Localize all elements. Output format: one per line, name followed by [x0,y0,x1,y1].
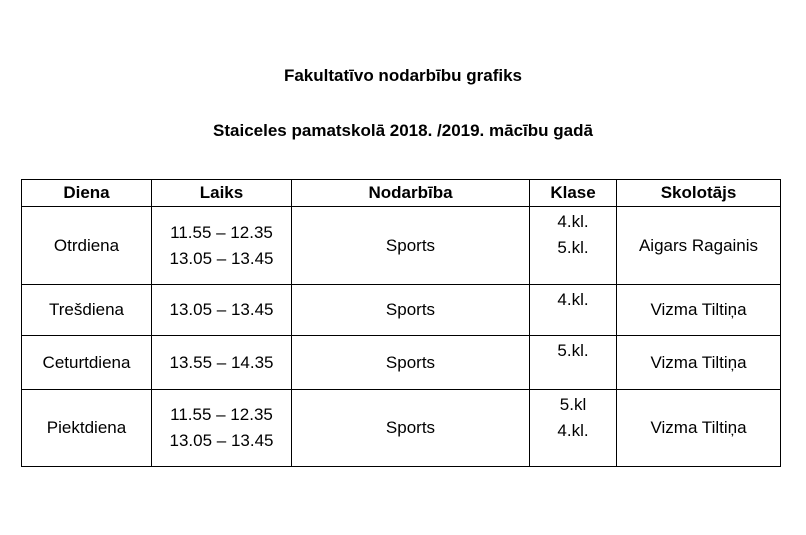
cell-skolotajs: Vizma Tiltiņa [617,285,781,336]
time-slot: 13.05 – 13.45 [169,431,274,450]
cell-diena: Otrdiena [22,207,152,285]
header-diena: Diena [22,180,152,207]
document-subtitle: Staiceles pamatskolā 2018. /2019. mācību gadā [213,121,593,140]
table-row [22,336,781,390]
cell-laiks [152,390,292,467]
document-title: Fakultatīvo nodarbību grafiks [283,66,523,85]
cell-laiks [152,336,292,390]
header-skolotajs: Skolotājs [617,180,781,207]
cell-nodarbiba: Sports [292,207,530,285]
schedule-table [21,179,781,467]
header-klase: Klase [530,180,617,207]
class-item: 4.kl. [557,212,589,231]
cell-klase [530,207,617,285]
cell-skolotajs: Vizma Tiltiņa [617,336,781,390]
header-laiks: Laiks [152,180,292,207]
time-slot: 13.05 – 13.45 [169,300,274,319]
cell-nodarbiba: Sports [292,390,530,467]
cell-laiks [152,285,292,336]
cell-klase [530,336,617,390]
class-item: 5.kl [559,395,587,414]
cell-diena: Ceturtdiena [22,336,152,390]
table-row [22,390,781,467]
cell-nodarbiba: Sports [292,285,530,336]
cell-nodarbiba: Sports [292,336,530,390]
class-item: 4.kl. [557,421,589,440]
cell-skolotajs: Aigars Ragainis [617,207,781,285]
table-header-row [22,180,781,207]
time-slot: 11.55 – 12.35 [170,405,273,424]
cell-diena: Trešdiena [22,285,152,336]
time-slot: 13.05 – 13.45 [169,248,274,268]
table-row [22,207,781,285]
class-item: 5.kl. [557,341,589,360]
cell-klase [530,390,617,467]
cell-laiks [152,207,292,285]
cell-diena: Piektdiena [22,390,152,467]
cell-skolotajs: Vizma Tiltiņa [617,390,781,467]
time-slot: 11.55 – 12.35 [170,222,273,242]
class-item: 4.kl. [557,290,589,309]
table-row [22,285,781,336]
cell-klase [530,285,617,336]
class-item: 5.kl. [557,238,589,257]
time-slot: 13.55 – 14.35 [169,352,274,372]
header-nodarbiba: Nodarbība [292,180,530,207]
